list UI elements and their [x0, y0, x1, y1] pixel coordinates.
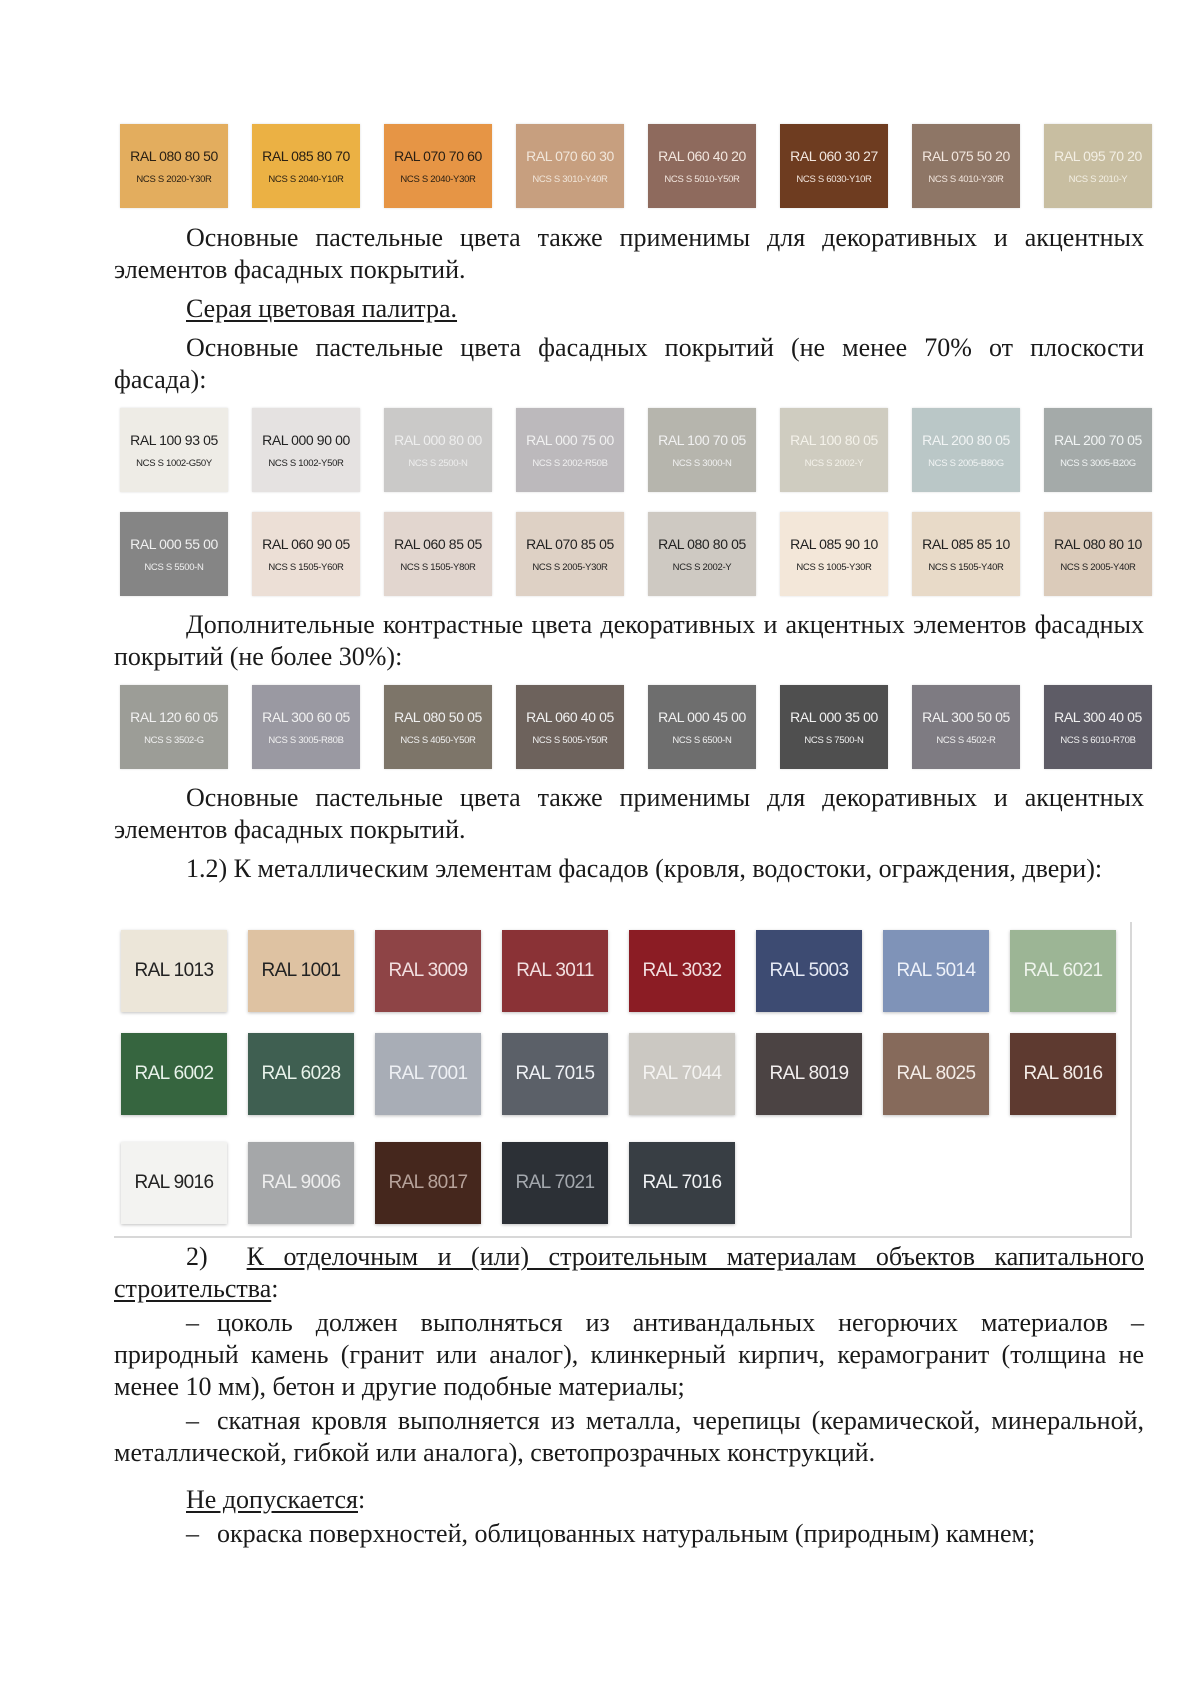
metal-color-swatch: RAL 7015	[502, 1033, 608, 1115]
metal-color-swatch: RAL 8025	[883, 1033, 989, 1115]
swatch-ral-code: RAL 100 80 05	[790, 431, 878, 448]
swatch-ral-code: RAL 300 50 05	[922, 708, 1010, 725]
section-2-heading	[114, 1241, 1144, 1305]
bullet-plinth	[114, 1307, 1144, 1403]
metal-color-swatch: RAL 3032	[629, 930, 735, 1012]
color-swatch	[120, 685, 228, 769]
color-swatch	[516, 408, 624, 492]
color-swatch	[252, 512, 360, 596]
swatch-ral-code: RAL 300 40 05	[1054, 708, 1142, 725]
bullet-dash: –	[186, 1519, 199, 1548]
metal-palette-row-1	[121, 930, 1125, 1012]
swatch-ral-code: RAL 080 80 10	[1054, 535, 1142, 552]
swatch-ral-code: RAL 000 90 00	[262, 431, 350, 448]
grey-palette-row-2	[120, 512, 1152, 596]
swatch-ral-code: RAL 200 70 05	[1054, 431, 1142, 448]
swatch-ral-code: RAL 000 55 00	[130, 535, 218, 552]
swatch-ncs-code: NCS S 5010-Y50R	[664, 173, 740, 185]
swatch-ncs-code: NCS S 6030-Y10R	[796, 173, 872, 185]
color-swatch	[648, 685, 756, 769]
swatch-ncs-code: NCS S 1002-Y50R	[268, 457, 344, 469]
swatch-ncs-code: NCS S 3010-Y40R	[532, 173, 608, 185]
swatch-ral-code: RAL 070 60 30	[526, 147, 614, 164]
swatch-ncs-code: NCS S 4050-Y50R	[400, 734, 476, 746]
not-allowed-colon: :	[358, 1485, 366, 1514]
swatch-ncs-code: NCS S 1005-Y30R	[796, 561, 872, 573]
metal-color-swatch: RAL 8019	[756, 1033, 862, 1115]
bullet-roof-text: скатная кровля выполняется из металла, черепицы (керамической, минеральной, металлической, гибкой или аналога), светопрозрачных конструкций.	[114, 1406, 1144, 1467]
color-swatch	[120, 408, 228, 492]
swatch-ral-code: RAL 120 60 05	[130, 708, 218, 725]
color-swatch	[780, 408, 888, 492]
swatch-ral-code: RAL 080 50 05	[394, 708, 482, 725]
swatch-ral-code: RAL 060 40 20	[658, 147, 746, 164]
color-swatch	[780, 124, 888, 208]
color-swatch	[252, 124, 360, 208]
swatch-ncs-code: NCS S 3000-N	[672, 457, 732, 469]
swatch-ral-code: RAL 070 85 05	[526, 535, 614, 552]
bullet-dash: –	[186, 1308, 199, 1337]
swatch-ncs-code: NCS S 2040-Y30R	[400, 173, 476, 185]
color-swatch	[912, 408, 1020, 492]
metal-color-swatch: RAL 1013	[121, 930, 227, 1012]
metal-color-swatch: RAL 8017	[375, 1142, 481, 1224]
metal-color-swatch: RAL 3009	[375, 930, 481, 1012]
color-swatch	[120, 124, 228, 208]
color-swatch	[516, 124, 624, 208]
metal-color-swatch: RAL 8016	[1010, 1033, 1116, 1115]
swatch-ncs-code: NCS S 6500-N	[672, 734, 732, 746]
color-swatch	[1044, 124, 1152, 208]
swatch-ncs-code: NCS S 2002-Y	[804, 457, 864, 469]
not-allowed-label: Не допускается	[186, 1485, 358, 1514]
swatch-ral-code: RAL 000 35 00	[790, 708, 878, 725]
grey-palette-row-1	[120, 408, 1152, 492]
swatch-ral-code: RAL 095 70 20	[1054, 147, 1142, 164]
color-swatch	[648, 124, 756, 208]
section-2-title: К отделочным и (или) строительным материалам объектов капитального строительства	[114, 1242, 1145, 1303]
color-swatch	[1044, 408, 1152, 492]
metal-color-swatch: RAL 5003	[756, 930, 862, 1012]
color-swatch	[1044, 685, 1152, 769]
metal-color-swatch: RAL 7021	[502, 1142, 608, 1224]
swatch-ncs-code: NCS S 2010-Y	[1068, 173, 1128, 185]
color-swatch	[780, 685, 888, 769]
color-swatch	[384, 124, 492, 208]
palette-top-row	[120, 124, 1152, 208]
section-2-number: 2)	[186, 1242, 208, 1271]
swatch-ncs-code: NCS S 1002-G50Y	[136, 457, 212, 469]
color-swatch	[516, 685, 624, 769]
swatch-ral-code: RAL 000 75 00	[526, 431, 614, 448]
color-swatch	[912, 512, 1020, 596]
swatch-ral-code: RAL 060 40 05	[526, 708, 614, 725]
swatch-ncs-code: NCS S 2500-N	[408, 457, 468, 469]
color-swatch	[1044, 512, 1152, 596]
color-swatch	[252, 408, 360, 492]
bullet-roof	[114, 1405, 1144, 1469]
metal-color-swatch: RAL 1001	[248, 930, 354, 1012]
swatch-ncs-code: NCS S 2002-R50B	[532, 457, 608, 469]
swatch-ncs-code: NCS S 1505-Y40R	[928, 561, 1004, 573]
swatch-ncs-code: NCS S 7500-N	[804, 734, 864, 746]
swatch-ncs-code: NCS S 3005-R80B	[268, 734, 344, 746]
swatch-ncs-code: NCS S 4502-R	[936, 734, 996, 746]
metal-color-swatch: RAL 6021	[1010, 930, 1116, 1012]
swatch-ncs-code: NCS S 2040-Y10R	[268, 173, 344, 185]
swatch-ncs-code: NCS S 4010-Y30R	[928, 173, 1004, 185]
color-swatch	[780, 512, 888, 596]
grey-main-intro: Основные пастельные цвета фасадных покрытий (не менее 70% от плоскости фасада):	[114, 333, 1144, 394]
swatch-ncs-code: NCS S 2005-B80G	[928, 457, 1004, 469]
metal-intro: 1.2) К металлическим элементам фасадов (кровля, водостоки, ограждения, двери):	[186, 854, 1103, 883]
pastel-note-1: Основные пастельные цвета также применимы для декоративных и акцентных элементов фасадных покрытий.	[114, 223, 1144, 284]
metal-color-swatch: RAL 9016	[121, 1142, 227, 1224]
section-2-colon: :	[271, 1274, 279, 1303]
color-swatch	[384, 512, 492, 596]
pastel-note-2: Основные пастельные цвета также применимы для декоративных и акцентных элементов фасадных покрытий.	[114, 783, 1144, 844]
swatch-ral-code: RAL 300 60 05	[262, 708, 350, 725]
swatch-ral-code: RAL 075 50 20	[922, 147, 1010, 164]
swatch-ncs-code: NCS S 3005-B20G	[1060, 457, 1136, 469]
swatch-ral-code: RAL 085 85 10	[922, 535, 1010, 552]
metal-palette-row-3	[121, 1142, 1125, 1224]
swatch-ral-code: RAL 200 80 05	[922, 431, 1010, 448]
bullet-stone-paint	[114, 1518, 1144, 1550]
swatch-ral-code: RAL 100 70 05	[658, 431, 746, 448]
contrast-intro: Дополнительные контрастные цвета декоративных и акцентных элементов фасадных покрытий (не более 30%):	[114, 610, 1144, 671]
swatch-ral-code: RAL 070 70 60	[394, 147, 482, 164]
swatch-ral-code: RAL 080 80 50	[130, 147, 218, 164]
swatch-ncs-code: NCS S 1505-Y60R	[268, 561, 344, 573]
color-swatch	[912, 124, 1020, 208]
bullet-plinth-text: цоколь должен выполняться из антивандальных негорючих материалов – природный камень (гранит или аналог), клинкерный кирпич, керамогранит (толщина не менее 10 мм), бетон и другие подобные материалы;	[114, 1308, 1144, 1401]
color-swatch	[384, 685, 492, 769]
swatch-ral-code: RAL 060 30 27	[790, 147, 878, 164]
contrast-palette-row	[120, 685, 1152, 769]
metal-color-swatch: RAL 7001	[375, 1033, 481, 1115]
metal-color-swatch: RAL 3011	[502, 930, 608, 1012]
metal-color-swatch: RAL 7016	[629, 1142, 735, 1224]
color-swatch	[648, 512, 756, 596]
metal-color-swatch: RAL 6028	[248, 1033, 354, 1115]
swatch-ncs-code: NCS S 2005-Y40R	[1060, 561, 1136, 573]
swatch-ncs-code: NCS S 2005-Y30R	[532, 561, 608, 573]
swatch-ncs-code: NCS S 2020-Y30R	[136, 173, 212, 185]
not-allowed-heading	[114, 1484, 1144, 1516]
swatch-ral-code: RAL 085 90 10	[790, 535, 878, 552]
grey-palette-heading-text: Серая цветовая палитра.	[186, 294, 458, 323]
swatch-ral-code: RAL 085 80 70	[262, 147, 350, 164]
swatch-ncs-code: NCS S 2002-Y	[672, 561, 732, 573]
bullet-stone-paint-text: окраска поверхностей, облицованных натуральным (природным) камнем;	[217, 1519, 1036, 1548]
metal-color-swatch: RAL 7044	[629, 1033, 735, 1115]
swatch-ncs-code: NCS S 6010-R70B	[1060, 734, 1136, 746]
swatch-ral-code: RAL 080 80 05	[658, 535, 746, 552]
bullet-dash: –	[186, 1406, 199, 1435]
metal-color-swatch: RAL 6002	[121, 1033, 227, 1115]
metal-palette-row-2	[121, 1033, 1125, 1115]
swatch-ncs-code: NCS S 5500-N	[144, 561, 204, 573]
color-swatch	[912, 685, 1020, 769]
swatch-ral-code: RAL 060 85 05	[394, 535, 482, 552]
swatch-ral-code: RAL 000 45 00	[658, 708, 746, 725]
metal-color-swatch: RAL 9006	[248, 1142, 354, 1224]
grey-palette-heading	[114, 293, 1144, 325]
metal-color-swatch: RAL 5014	[883, 930, 989, 1012]
swatch-ral-code: RAL 060 90 05	[262, 535, 350, 552]
color-swatch	[384, 408, 492, 492]
color-swatch	[516, 512, 624, 596]
swatch-ncs-code: NCS S 5005-Y50R	[532, 734, 608, 746]
swatch-ncs-code: NCS S 3502-G	[144, 734, 204, 746]
swatch-ncs-code: NCS S 1505-Y80R	[400, 561, 476, 573]
color-swatch	[120, 512, 228, 596]
swatch-ral-code: RAL 100 93 05	[130, 431, 218, 448]
swatch-ral-code: RAL 000 80 00	[394, 431, 482, 448]
color-swatch	[648, 408, 756, 492]
color-swatch	[252, 685, 360, 769]
